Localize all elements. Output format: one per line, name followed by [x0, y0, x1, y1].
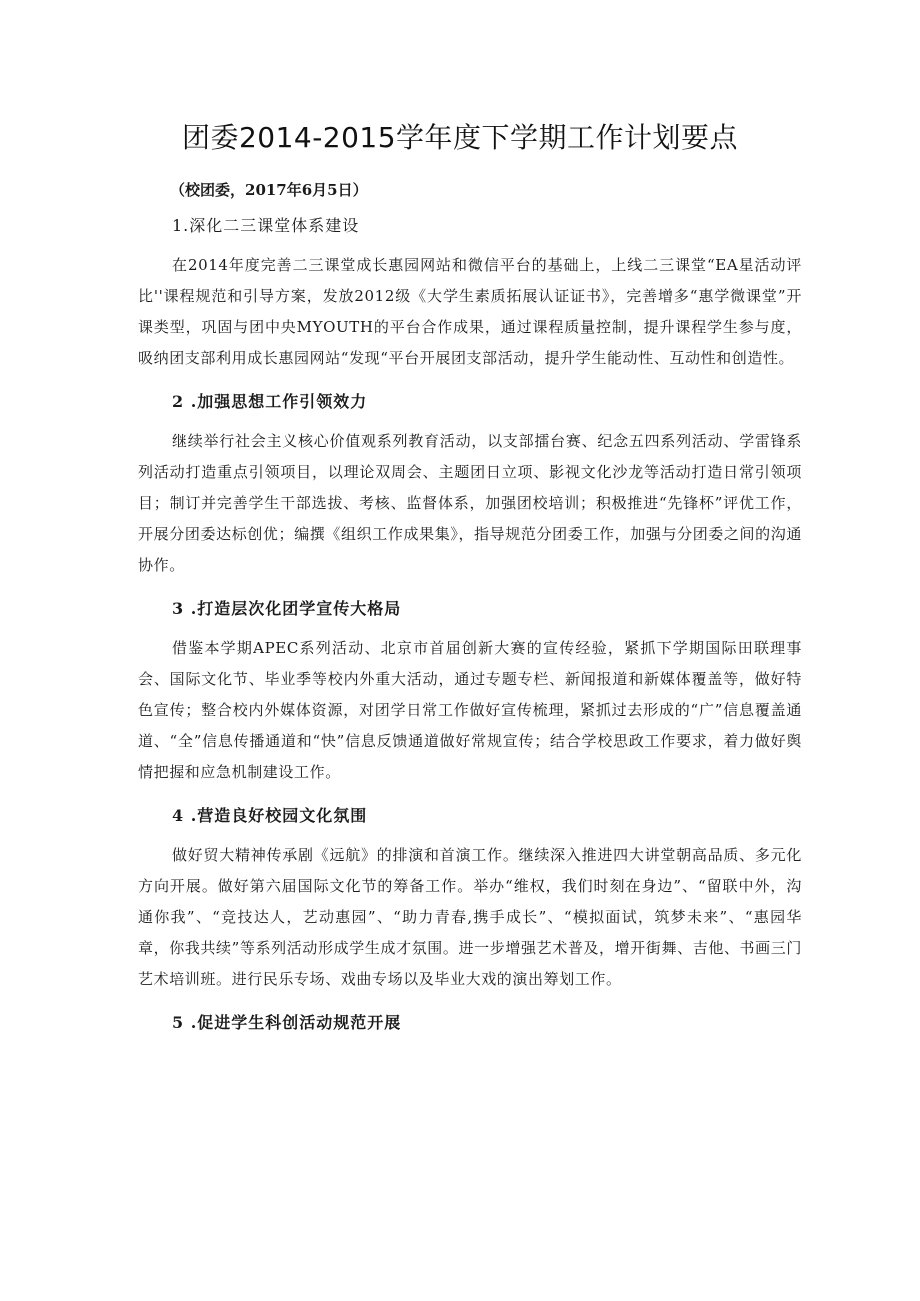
- section-heading: 3 .打造层次化团学宣传大格局: [172, 599, 402, 618]
- section-paragraph: 继续举行社会主义核心价值观系列教育活动，以支部擂台赛、纪念五四系列活动、学雷锋系列活动打造重点引领项目，以理论双周会、主题团日立项、影视文化沙龙等活动打造日常引领项目；制订并完善学生干部选拔、考核、监督体系，加强团校培训；积极推进“先锋杯”评优工作，开展分团委达标创优；编撰《组织工作成果集》，指导规范分团委工作，加强与分团委之间的沟通协作。: [138, 432, 802, 574]
- section-heading: 5 .促进学生科创活动规范开展: [172, 1013, 402, 1032]
- section-paragraph: 借鉴本学期APEC系列活动、北京市首届创新大赛的宣传经验，紧抓下学期国际田联理事会、国际文化节、毕业季等校内外重大活动，通过专题专栏、新闻报道和新媒体覆盖等，做好特色宣传；整合校内外媒体资源，对团学日常工作做好宣传梳理，紧抓过去形成的“广”信息覆盖通道、“全”信息传播通道和“快”信息反馈通道做好常规宣传；结合学校思政工作要求，着力做好舆情把握和应急机制建设工作。: [138, 639, 802, 781]
- document-meta: （校团委，2017年6月5日）: [170, 181, 368, 199]
- document-body: [138, 212, 802, 1047]
- section-3: [138, 595, 802, 788]
- section-4: [138, 802, 802, 995]
- section-1: [138, 212, 802, 374]
- section-paragraph: 做好贸大精神传承剧《远航》的排演和首演工作。继续深入推进四大讲堂朝高品质、多元化方向开展。做好第六届国际文化节的筹备工作。举办“维权，我们时刻在身边”、“留联中外，沟通你我”、“竞技达人，艺动惠园”、“助力青春,携手成长”、“模拟面试，筑梦未来”、“惠园华章，你我共续”等系列活动形成学生成才氛围。进一步增强艺术普及，增开街舞、吉他、书画三门艺术培训班。进行民乐专场、戏曲专场以及毕业大戏的演出筹划工作。: [138, 846, 802, 988]
- section-heading: 2 .加强思想工作引领效力: [172, 392, 368, 411]
- section-paragraph: 在2014年度完善二三课堂成长惠园网站和微信平台的基础上，上线二三课堂“EA星活动评比''课程规范和引导方案，发放2012级《大学生素质拓展认证证书》，完善增多“惠学微课堂”开课类型，巩固与团中央MYOUTH的平台合作成果，通过课程质量控制，提升课程学生参与度，吸纳团支部利用成长惠园网站“发现“平台开展团支部活动，提升学生能动性、互动性和创造性。: [138, 256, 802, 367]
- section-heading: 4 .营造良好校园文化氛围: [172, 806, 368, 825]
- section-5: [138, 1009, 802, 1037]
- section-2: [138, 388, 802, 581]
- section-heading: 1.深化二三课堂体系建设: [172, 216, 360, 235]
- document-title: 团委2014-2015学年度下学期工作计划要点: [181, 121, 739, 154]
